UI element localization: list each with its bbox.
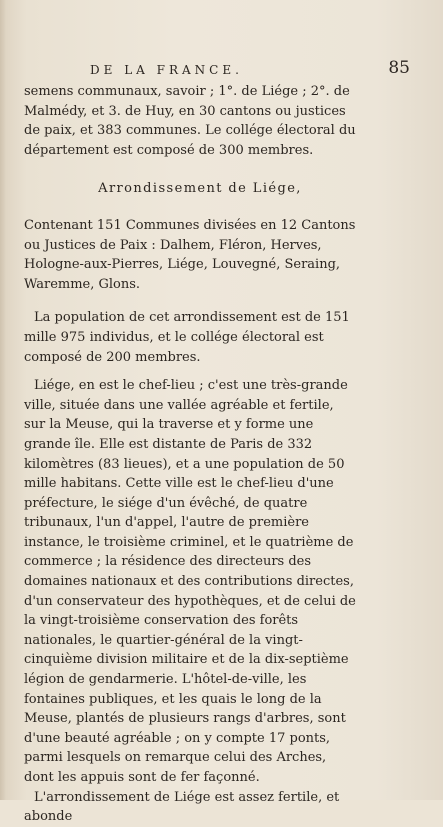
section-heading: Arrondissement de Liége, [98,181,302,197]
chef-lieu-paragraph: Liége, en est le chef-lieu ; c'est une très-grande ville, située dans une vallée agréable et fertile, sur la Meuse, qui la traverse et y forme une grande île. Elle est distante de Paris de 332 kilomètres (83 lieues), et a une population de 50 mille habitans. Cette ville est le chef-lieu d'une préfecture, le siége d'un évêché, de quatre tribunaux, l'un d'appel, l'autre de première instance, le troisième criminel, et le quatrième de commerce ; la résidence des directeurs des domaines nationaux et des contributions directes, d'un conservateur des hypothèques, et de celui de la vingt-troisième conservation des forêts nationales, le quartier-général de la vingt-cinquième division militaire et de la dix-septième légion de gendarmerie. L'hôtel-de-ville, les fontaines publiques, et les quais le long de la Meuse, plantés de plusieurs rangs d'arbres, sont d'une beauté agréable ; on y compte 17 ponts, parmi lesquels on remarque celui des Arches, dont les appuis sont de fer façonné. [24,378,356,785]
page-body [24,82,358,827]
closing-paragraph: L'arrondissement de Liége est assez fertile, et abonde [24,789,340,825]
lead-paragraph: semens communaux, savoir ; 1°. de Liége ; 2°. de Malmédy, et 3. de Huy, en 30 cantons ou justices de paix, et 383 communes. Le collége électoral du département est composé de 300 membres. [24,84,356,158]
page-header [90,60,410,80]
cantons-paragraph: Contenant 151 Communes divisées en 12 Cantons ou Justices de Paix : Dalhem, Fléron, Herves, Hologne-aux-Pierres, Liége, Louvegné, Seraing, Waremme, Glons. [24,217,356,292]
population-paragraph: La population de cet arrondissement est de 151 mille 975 individus, et le collége électoral est composé de 200 membres. [24,310,350,365]
running-head: DE LA FRANCE. [90,63,243,77]
page-gutter-shadow [0,0,6,800]
page-number: 85 [388,58,410,78]
